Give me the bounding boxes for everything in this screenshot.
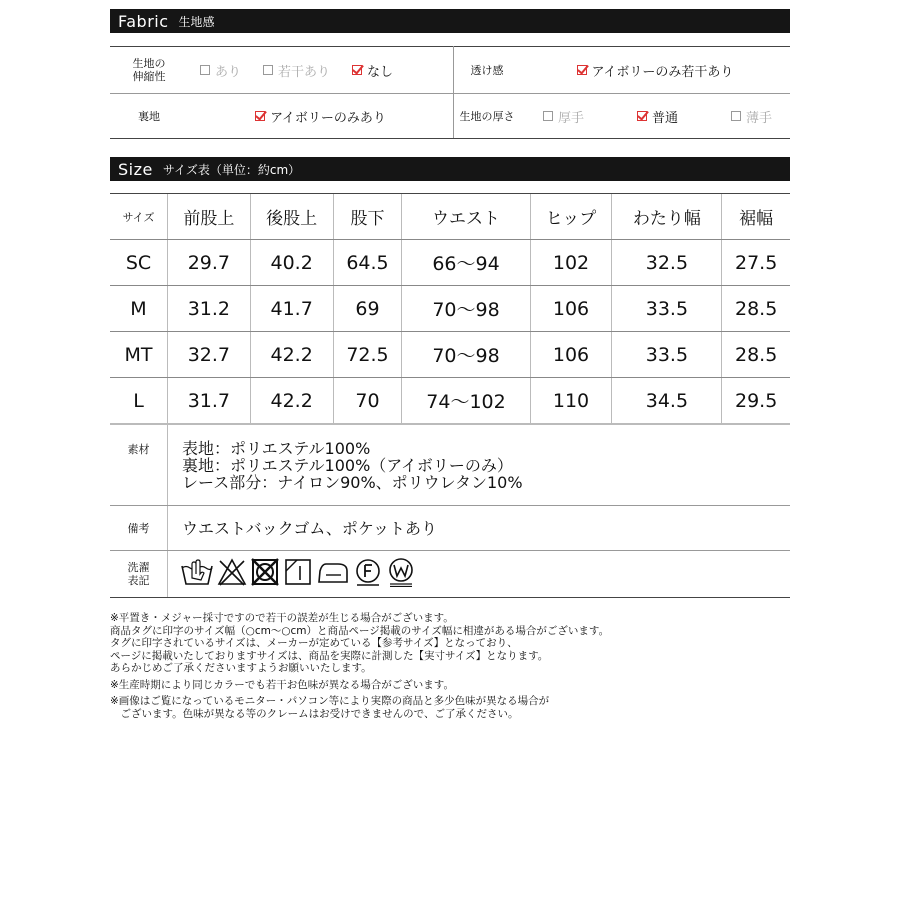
column-header: わたり幅	[612, 194, 722, 240]
thickness-option-thin: 薄手	[731, 107, 772, 126]
fabric-header	[110, 9, 790, 33]
size-table-header	[110, 194, 790, 240]
lining-options	[188, 94, 453, 138]
note-line: タグに印字されているサイズは、メーカーが定めている【参考サイズ】となっており、	[110, 637, 518, 649]
table-cell: 34.5	[612, 378, 722, 424]
table-row	[110, 332, 790, 378]
size-table	[110, 194, 790, 424]
hand-wash-icon	[180, 556, 214, 588]
table-cell: 66〜94	[402, 240, 530, 286]
checkbox-icon	[731, 111, 741, 121]
table-cell: 31.2	[168, 286, 251, 332]
table-cell: 33.5	[612, 332, 722, 378]
transparency-option: アイボリーのみ若干あり	[577, 61, 734, 80]
checkbox-checked-icon	[637, 111, 647, 121]
note-line: ございます。色味が異なる等のクレームはお受けできませんので、ご了承ください。	[110, 707, 519, 720]
table-cell: 29.5	[722, 378, 790, 424]
table-cell: 72.5	[333, 332, 402, 378]
table-cell: 64.5	[333, 240, 402, 286]
size-title: Size	[118, 159, 153, 179]
thickness-options	[543, 94, 790, 138]
no-tumble-dry-icon	[250, 557, 280, 587]
line-dry-shade-icon	[283, 557, 313, 587]
table-cell: 106	[530, 332, 612, 378]
remarks-section	[110, 506, 790, 550]
checkbox-icon	[543, 111, 553, 121]
table-cell: 69	[333, 286, 402, 332]
table-cell: 106	[530, 286, 612, 332]
table-cell: 70〜98	[402, 286, 530, 332]
column-header: 裾幅	[722, 194, 790, 240]
note-line: ※生産時期により同じカラーでも若干お色味が異なる場合がございます。	[110, 678, 454, 691]
divider	[110, 138, 790, 139]
table-cell: 70〜98	[402, 332, 530, 378]
table-cell: 102	[530, 240, 612, 286]
table-cell: 32.7	[168, 332, 251, 378]
table-cell: SC	[110, 240, 168, 286]
column-header: 後股上	[250, 194, 333, 240]
table-cell: 74〜102	[402, 378, 530, 424]
size-subtitle: サイズ表（単位：約cm）	[162, 162, 301, 177]
table-cell: 32.5	[612, 240, 722, 286]
note-line: ページに掲載いたしておりますサイズは、商品を実際に計測した【実寸サイズ】となります。	[110, 649, 549, 662]
table-cell: L	[110, 378, 168, 424]
material-label: 素材	[127, 443, 150, 456]
lining-option: アイボリーのみあり	[255, 107, 386, 126]
column-header: サイズ	[110, 194, 168, 240]
remarks-label: 備考	[127, 522, 150, 535]
table-cell: 28.5	[722, 332, 790, 378]
note-line: 商品タグに印字のサイズ幅（○cm〜○cm）と商品ページ掲載のサイズ幅に相違がある場合がございます。	[110, 624, 610, 637]
care-label: 洗濯 表記	[127, 561, 150, 587]
stretch-label	[110, 47, 188, 93]
table-cell: 70	[333, 378, 402, 424]
stretch-option-yes: あり	[200, 61, 241, 80]
column-header: ウエスト	[402, 194, 530, 240]
iron-low-icon	[316, 557, 350, 587]
thickness-label: 生地の厚さ	[459, 109, 515, 123]
stretch-options	[200, 47, 450, 93]
table-cell: 28.5	[722, 286, 790, 332]
table-cell: 42.2	[250, 332, 333, 378]
note-line: あらかじめご了承くださいますようお願いいたします。	[110, 662, 372, 674]
checkbox-checked-icon	[577, 65, 587, 75]
lining-label: 裏地	[138, 109, 160, 123]
table-cell: MT	[110, 332, 168, 378]
remarks-text: ウエストバックゴム、ポケットあり	[182, 519, 438, 538]
notes	[110, 612, 609, 720]
table-cell: 110	[530, 378, 612, 424]
table-cell: M	[110, 286, 168, 332]
table-cell: 31.7	[168, 378, 251, 424]
column-header: ヒップ	[530, 194, 612, 240]
stretch-option-slight: 若干あり	[263, 61, 330, 80]
stretch-option-none: なし	[352, 61, 393, 80]
material-line: レース部分：ナイロン90%、ポリウレタン10%	[182, 473, 523, 492]
table-cell: 27.5	[722, 240, 790, 286]
dry-clean-f-icon	[353, 557, 383, 587]
checkbox-icon	[263, 65, 273, 75]
column-header: 前股上	[168, 194, 251, 240]
checkbox-checked-icon	[255, 111, 265, 121]
note-line: ※平置き・メジャー採寸ですので若干の誤差が生じる場合がございます。	[110, 612, 454, 624]
table-cell: 40.2	[250, 240, 333, 286]
transparency-options	[520, 47, 790, 93]
material-line: 表地：ポリエステル100%	[182, 439, 371, 458]
material-section	[110, 425, 790, 505]
transparency-label: 透け感	[470, 63, 504, 77]
material-line: 裏地：ポリエステル100%（アイボリーのみ）	[182, 456, 513, 475]
table-cell: 42.2	[250, 378, 333, 424]
note-line: ※画像はご覧になっているモニター・パソコン等により実際の商品と多少色味が異なる場合が	[110, 695, 550, 707]
table-row	[110, 378, 790, 424]
checkbox-icon	[200, 65, 210, 75]
fabric-title: Fabric	[118, 11, 169, 31]
table-cell: 29.7	[168, 240, 251, 286]
care-icons	[180, 556, 416, 588]
material-text	[182, 440, 523, 491]
stretch-label-text: 生地の 伸縮性	[132, 57, 166, 83]
table-cell: 41.7	[250, 286, 333, 332]
divider	[110, 597, 790, 598]
thickness-option-normal: 普通	[637, 107, 678, 126]
no-bleach-icon	[217, 557, 247, 587]
thickness-option-thick: 厚手	[543, 107, 584, 126]
checkbox-checked-icon	[352, 65, 362, 75]
table-row	[110, 240, 790, 286]
size-header	[110, 157, 790, 181]
table-cell: 33.5	[612, 286, 722, 332]
fabric-subtitle: 生地感	[178, 14, 215, 29]
column-header: 股下	[333, 194, 402, 240]
table-row	[110, 286, 790, 332]
wet-clean-w-icon	[386, 557, 416, 587]
